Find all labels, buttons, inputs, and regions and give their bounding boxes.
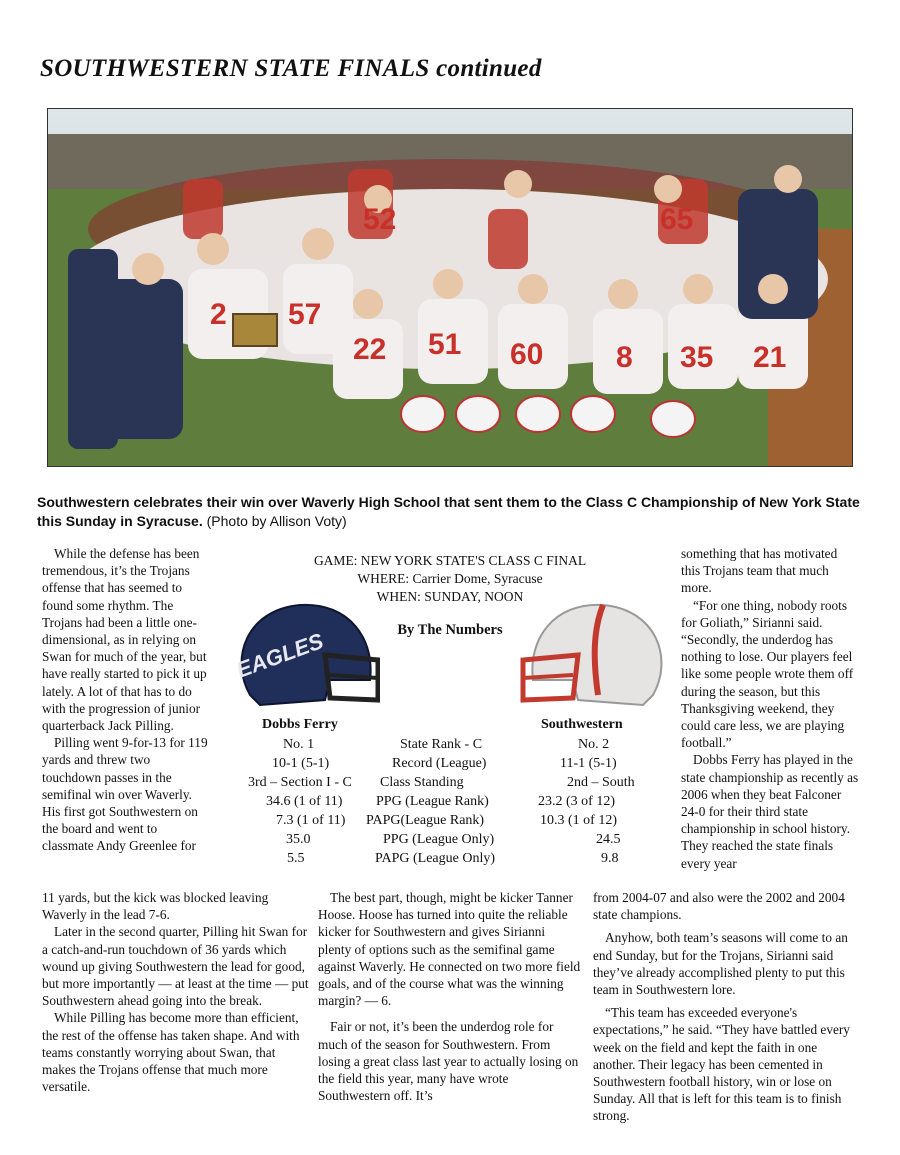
jersey-number: 57 bbox=[288, 298, 322, 331]
article-column-left-lower bbox=[42, 889, 312, 1095]
headline-main: SOUTHWESTERN STATE FINALS bbox=[40, 55, 430, 82]
jersey-number: 2 bbox=[210, 298, 227, 331]
jersey-number: 51 bbox=[428, 328, 462, 361]
stat-right: No. 2 bbox=[578, 737, 610, 752]
game-line: GAME: NEW YORK STATE'S CLASS C FINAL bbox=[313, 553, 587, 568]
stat-left: 34.6 (1 of 11) bbox=[266, 794, 343, 809]
stat-left: 5.5 bbox=[287, 851, 305, 866]
stat-label: PAPG(League Rank) bbox=[366, 813, 485, 828]
stat-label: PPG (League Rank) bbox=[376, 794, 489, 809]
stat-left: 10-1 (5-1) bbox=[272, 756, 330, 771]
paragraph: The best part, though, might be kicker Tanner Hoose. Hoose has turned into quite the reliable kicker for Southwestern and gives Sirianni plenty of options such as the semifinal game against Waverly. He connected on two more field goals, and of the course what was the winning margin? — 6. bbox=[318, 890, 581, 1009]
team-right-name: Southwestern bbox=[541, 717, 623, 732]
headline-continued: continued bbox=[436, 55, 542, 82]
team-left-name: Dobbs Ferry bbox=[262, 717, 338, 732]
photo-credit: (Photo by Allison Voty) bbox=[206, 513, 347, 529]
stat-left: 7.3 (1 of 11) bbox=[276, 813, 346, 828]
page-headline bbox=[40, 55, 542, 83]
paragraph: Pilling went 9-for-13 for 119 yards and threw two touchdown passes in the semifinal win over Waverly. His first got Southwestern on the board and went to classmate Andy Greenlee for bbox=[42, 735, 208, 854]
stat-label: PPG (League Only) bbox=[383, 832, 495, 847]
jersey-number: 65 bbox=[660, 203, 694, 236]
southwestern-helmet-icon bbox=[518, 600, 673, 720]
stat-right: 24.5 bbox=[596, 832, 621, 847]
stat-left: 35.0 bbox=[286, 832, 311, 847]
article-column-left bbox=[42, 545, 210, 855]
paragraph: 11 yards, but the kick was blocked leaving Waverly in the lead 7-6. bbox=[42, 890, 269, 923]
stat-label: Record (League) bbox=[392, 756, 487, 771]
stat-label: State Rank - C bbox=[400, 737, 483, 752]
stat-label: Class Standing bbox=[380, 775, 464, 790]
article-column-right bbox=[681, 545, 859, 872]
paragraph: “For one thing, nobody roots for Goliath,” Sirianni said. “Secondly, the underdog has nothing to lose. Our players feel like some people wrote them off during the season, but this Thanksgiving weekend, they could care less, we are playing football.” bbox=[681, 597, 854, 751]
paragraph: Anyhow, both team’s seasons will come to an end Sunday, but for the Trojans, Sirianni said they’ve already accomplished plenty to put this team in Southwestern lore. bbox=[593, 930, 848, 998]
paragraph: Fair or not, it’s been the underdog role for much of the season for Southwestern. From losing a great class last year to actually losing on the field this year, many have wrote Southwestern off. It’s bbox=[318, 1019, 579, 1104]
jersey-number: 22 bbox=[353, 333, 387, 366]
dobbs-ferry-helmet-icon bbox=[230, 600, 380, 720]
paragraph: Dobbs Ferry has played in the state championship as recently as 2006 when they beat Falconer 24-0 for their third state championship in school history. They reached the state finals every year bbox=[681, 752, 859, 871]
stat-right: 2nd – South bbox=[567, 775, 635, 790]
jersey-number: 8 bbox=[616, 341, 633, 374]
paragraph: something that has motivated this Trojans team that much more. bbox=[681, 546, 838, 596]
photo-caption bbox=[37, 493, 877, 531]
by-the-numbers-heading: By The Numbers bbox=[397, 622, 503, 638]
paragraph: While the defense has been tremendous, it’s the Trojans offense that has seemed to found some rhythm. The Trojans had been a little one-dimensional, as in relying on Swan for much of the year, but have really started to pick it up lately. A lot of that has to do with the progression of junior quarterback Jack Pilling. bbox=[42, 546, 207, 734]
when-line: WHEN: SUNDAY, NOON bbox=[376, 589, 524, 604]
helmet-text: EAGLES bbox=[233, 628, 327, 683]
paragraph: While Pilling has become more than efficient, the rest of the offense has taken shape. And with teams constantly worrying about Swan, that makes the Trojans offense that much more versatile. bbox=[42, 1010, 300, 1095]
stat-right: 10.3 (1 of 12) bbox=[540, 813, 617, 828]
jersey-number: 35 bbox=[680, 341, 714, 374]
team-photo bbox=[47, 108, 853, 467]
paragraph: Later in the second quarter, Pilling hit Swan for a catch-and-run touchdown of 36 yards which wound up giving Southwestern the lead for good, but more importantly — at least at the time — put Southwestern ahead going into the break. bbox=[42, 924, 309, 1009]
where-line: WHERE: Carrier Dome, Syracuse bbox=[357, 571, 543, 586]
jersey-number: 21 bbox=[753, 341, 787, 374]
jersey-number: 60 bbox=[510, 338, 544, 371]
paragraph: from 2004-07 and also were the 2002 and 2004 state champions. bbox=[593, 890, 845, 923]
stat-right: 11-1 (5-1) bbox=[560, 756, 617, 771]
paragraph: “This team has exceeded everyone's expectations,” he said. “They have battled every week on the field and kept the faith in one another. Their legacy has been cemented in Southwestern football history, win or lose on Sunday. All that is left for this team is to finish strong. bbox=[593, 1005, 850, 1124]
article-column-right-lower bbox=[593, 889, 861, 1125]
stat-left: No. 1 bbox=[283, 737, 315, 752]
article-column-middle bbox=[318, 889, 581, 1104]
stat-left: 3rd – Section I - C bbox=[248, 775, 352, 790]
stat-right: 23.2 (3 of 12) bbox=[538, 794, 615, 809]
jersey-number: 52 bbox=[363, 203, 397, 236]
game-info bbox=[290, 552, 610, 606]
stat-right: 9.8 bbox=[601, 851, 619, 866]
stat-label: PAPG (League Only) bbox=[375, 851, 496, 866]
caption-text: Southwestern celebrates their win over Waverly High School that sent them to the Class C Championship of New York State this Sunday in Syracuse. bbox=[37, 494, 860, 529]
